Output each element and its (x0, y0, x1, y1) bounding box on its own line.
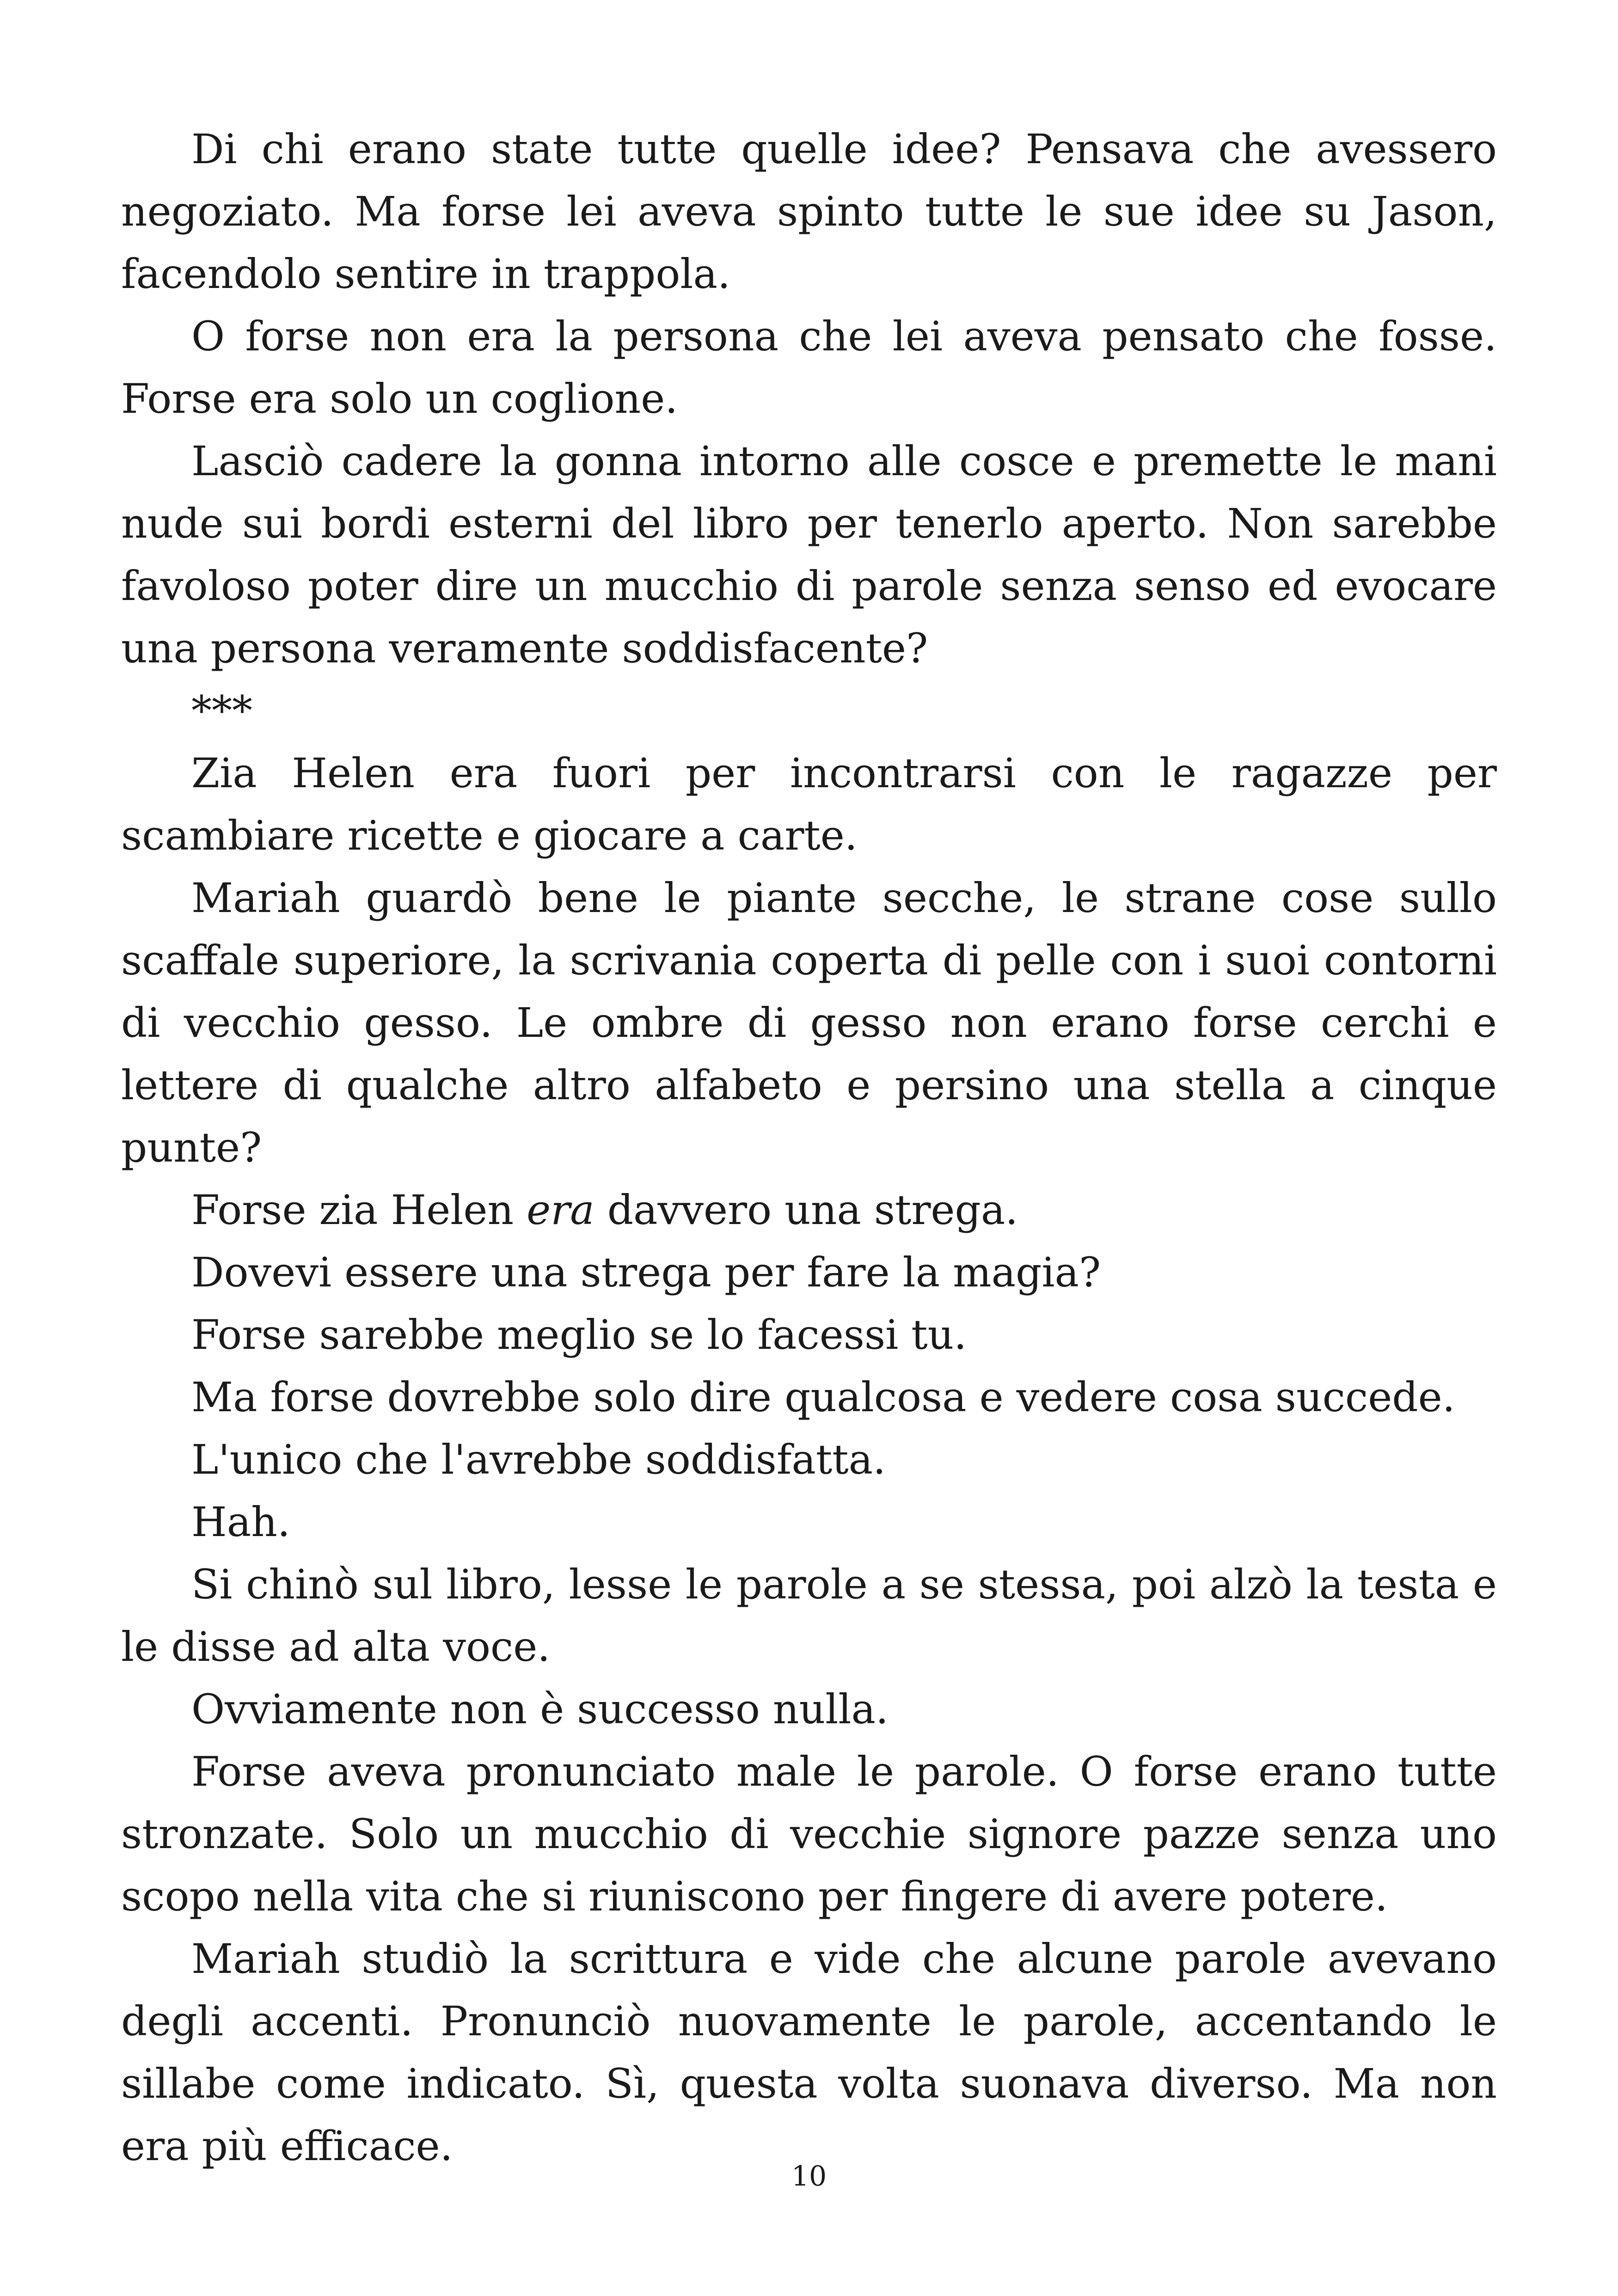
paragraph: Lasciò cadere la gonna intorno alle cosce e premette le mani nude sui bordi esterni del libro per tenerlo aperto. Non sarebbe favoloso poter dire un mucchio di parole senza senso ed evocare una persona veramente soddisfacente? (121, 437, 1497, 672)
page-number: 10 (791, 2160, 827, 2192)
paragraph: Forse aveva pronunciato male le parole. O forse erano tutte stronzate. Solo un mucchio di vecchie signore pazze senza uno scopo nella vita che si riuniscono per fingere di avere potere. (121, 1748, 1497, 1920)
paragraph: Di chi erano state tutte quelle idee? Pensava che avessero negoziato. Ma forse lei aveva spinto tutte le sue idee su Jason, facendolo sentire in trappola. (121, 125, 1497, 298)
paragraph: Dovevi essere una strega per fare la magia? (191, 1249, 1101, 1296)
emphasized-word: era (527, 1186, 594, 1234)
paragraph-with-emphasis (121, 1179, 1497, 1241)
paragraph: Ovviamente non è successo nulla. (191, 1685, 889, 1733)
paragraph: Ma forse dovrebbe solo dire qualcosa e vedere cosa succede. (191, 1373, 1455, 1421)
body-text (121, 118, 1497, 2177)
paragraph: L'unico che l'avrebbe soddisfatta. (191, 1436, 886, 1483)
paragraph: Si chinò sul libro, lesse le parole a se stessa, poi alzò la testa e le disse ad alta voce. (121, 1561, 1497, 1671)
text-before-emphasis: Forse zia Helen (191, 1186, 527, 1234)
paragraph: O forse non era la persona che lei aveva pensato che fosse. Forse era solo un coglione. (121, 312, 1497, 422)
paragraph: Forse sarebbe meglio se lo facessi tu. (191, 1311, 967, 1359)
paragraph: Zia Helen era fuori per incontrarsi con le ragazze per scambiare ricette e giocare a carte. (121, 749, 1497, 859)
text-after-emphasis: davvero una strega. (594, 1186, 1018, 1234)
paragraph: Hah. (191, 1498, 290, 1546)
paragraph: Mariah guardò bene le piante secche, le strane cose sullo scaffale superiore, la scrivania coperta di pelle con i suoi contorni di vecchio gesso. Le ombre di gesso non erano forse cerchi e lettere di qualche altro alfabeto e persino una stella a cinque punte? (121, 874, 1497, 1171)
section-break: *** (191, 687, 252, 735)
paragraph: Mariah studiò la scrittura e vide che alcune parole avevano degli accenti. Pronunciò nuovamente le parole, accentando le sillabe come indicato. Sì, questa volta suonava diverso. Ma non era più efficace. (121, 1935, 1497, 2170)
